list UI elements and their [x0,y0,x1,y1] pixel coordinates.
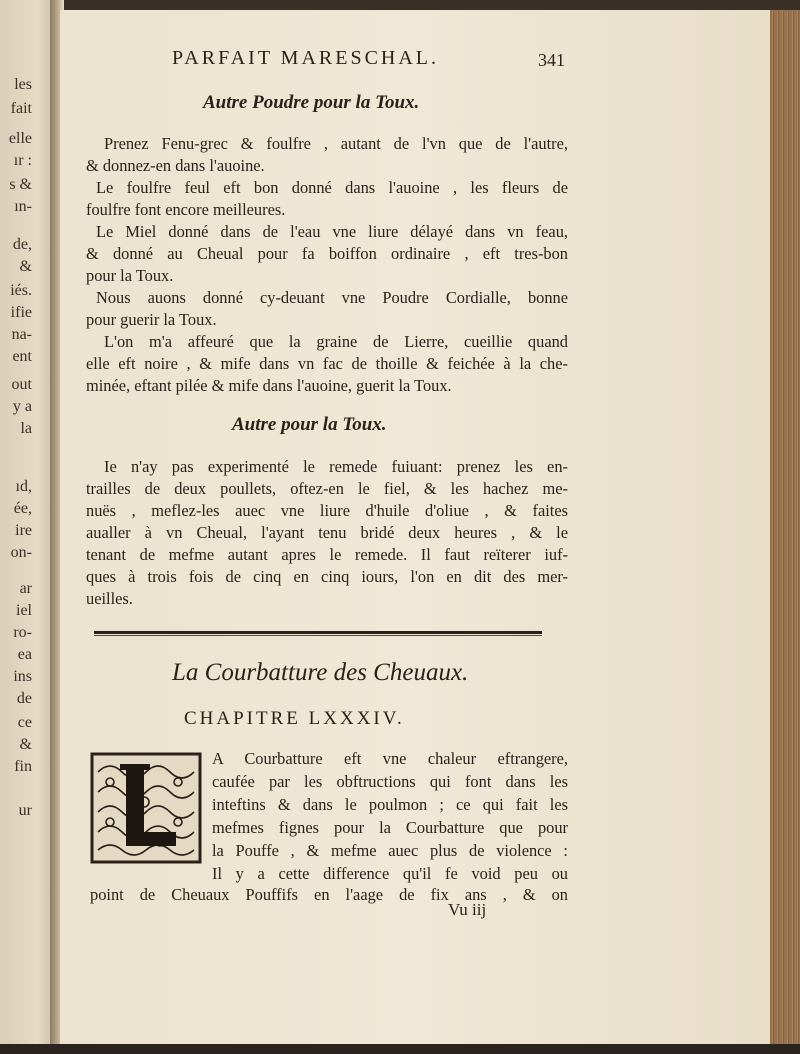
facing-page [0,0,54,1054]
facing-page-fragment: ar [19,580,32,597]
text-line: inteftins & dans le poulmon ; ce qui fait les [212,795,568,814]
chapter-title: La Courbatture des Cheuaux. [172,659,469,686]
text-line: aualler à vn Cheual, l'ayant tenu bridé deux heures , & le [86,523,568,542]
text-line: mefmes fignes pour la Courbatture que pour [212,818,568,837]
facing-page-fragment: fait [10,100,32,117]
chapter-number: CHAPITRE LXXXIV. [184,708,405,729]
facing-page-fragment: ıd, [15,478,32,495]
facing-page-fragment: ın- [14,198,32,215]
section-heading: Autre pour la Toux. [232,414,387,435]
signature-mark: Vu iij [448,900,487,919]
facing-page-fragment: elle [8,130,32,147]
facing-page-fragment: ro- [13,624,32,641]
text-line: A Courbatture eft vne chaleur eftrangere, [212,749,568,768]
text-line: la Pouffe , & mefme auec plus de violence : [212,841,568,860]
text-line: & donné au Cheual pour fa boiffon ordinaire , eft tres-bon [86,244,568,263]
facing-page-fragment: ire [15,522,32,539]
text-line: Nous auons donné cy-deuant vne Poudre Cordialle, bonne [96,288,568,307]
text-line: Ie n'ay pas experimenté le remede fuiuant: prenez les en- [104,457,568,476]
facing-page-fragment: ifie [10,304,32,321]
facing-page-fragment: ent [12,348,32,365]
text-line: pour la Toux. [86,266,174,285]
facing-page-fragment: iés. [10,282,32,299]
facing-page-fragment: ins [13,668,32,685]
facing-page-fragment: de, [12,236,32,253]
text-line: point de Cheuaux Pouffifs en l'aage de fix ans , & on [90,885,568,904]
text-line: ques à trois fois de cinq en cinq iours, l'on en dit des mer- [86,567,568,586]
text-line: minée, eftant pilée & mife dans l'auoine, guerit la Toux. [86,376,452,395]
facing-page-fragment: out [11,376,32,393]
facing-page-fragment: ea [17,646,32,663]
facing-page-fragment: ce [17,714,32,731]
text-line: & donnez-en dans l'auoine. [86,156,265,175]
facing-page-fragment: la [20,420,32,437]
text-line: Prenez Fenu-grec & foulfre , autant de l'vn que de l'autre, [104,134,568,153]
text-line: Le foulfre feul eft bon donné dans l'auoine , les fleurs de [96,178,568,197]
facing-page-fragment: ır : [13,152,32,169]
text-line: trailles de deux poullets, oftez-en le fiel, & les hachez me- [86,479,568,498]
facing-page-fragments [0,60,54,850]
facing-page-fragment: iel [16,602,32,619]
facing-page-fragment: on- [10,544,32,561]
scan-bottom-edge [0,1044,800,1054]
facing-page-fragment: & [19,736,32,753]
facing-page-fragment: les [14,76,32,93]
text-line: caufée par les obftructions qui font dans les [212,772,568,791]
running-title: PARFAIT MARESCHAL. [172,47,440,69]
text-line: ueilles. [86,589,133,608]
text-line: tenant de mefme autant apres le remede. Il faut reïterer iuf- [86,545,568,564]
section-divider [94,631,542,634]
text-line: L'on m'a affeuré que la graine de Lierre, cueillie quand [104,332,568,351]
page-number: 341 [538,50,565,70]
facing-page-fragment: na- [11,326,32,343]
ornamental-initial [90,752,202,864]
text-line: Le Miel donné dans de l'eau vne liure délayé dans vn feau, [96,222,568,241]
facing-page-fragment: de [16,690,32,707]
text-line: nuës , meflez-les auec vne liure d'huile d'oliue , & faites [86,501,568,520]
text-line: foulfre font encore meilleures. [86,200,286,219]
facing-page-fragment: ée, [13,500,32,517]
section-divider-thin [94,635,542,636]
page-edges [768,10,800,1050]
facing-page-fragment: & [19,258,32,275]
facing-page-fragment: ur [18,802,32,819]
facing-page-fragment: y a [12,398,32,415]
text-line: Il y a cette difference qu'il fe void peu ou [212,864,568,883]
section-heading: Autre Poudre pour la Toux. [203,92,420,113]
facing-page-fragment: s & [9,176,32,193]
text-line: pour guerir la Toux. [86,310,217,329]
facing-page-fragment: fin [14,758,32,775]
initial-letter: L [90,752,91,753]
text-line: elle eft noire , & mife dans vn fac de thoille & feichée à la che- [86,354,568,373]
scan-top-edge [0,0,800,10]
